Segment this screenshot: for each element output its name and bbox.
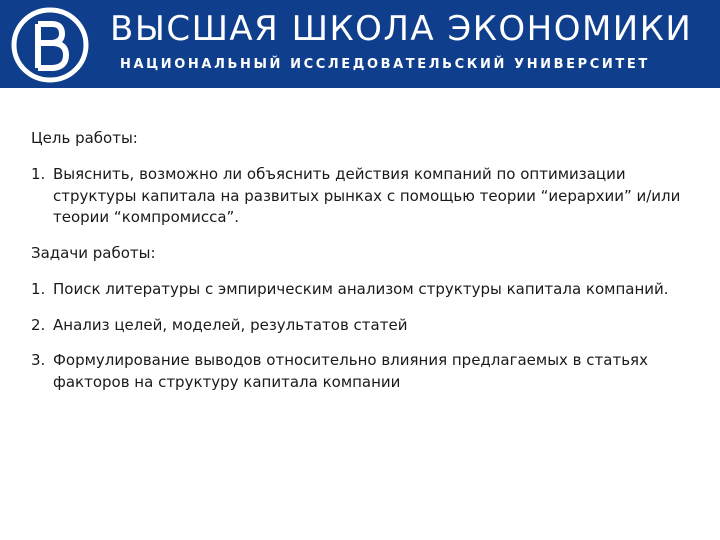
list-item-number: 1.	[31, 279, 46, 298]
university-title: ВЫСШАЯ ШКОЛА ЭКОНОМИКИ	[110, 9, 693, 49]
list-item	[31, 164, 701, 229]
list-item-text: Поиск литературы с эмпирическим анализом структуры капитала компаний.	[53, 279, 669, 298]
list-item	[31, 279, 701, 301]
tasks-list	[31, 279, 701, 394]
header-banner	[0, 0, 720, 88]
university-subtitle: НАЦИОНАЛЬНЫЙ ИССЛЕДОВАТЕЛЬСКИЙ УНИВЕРСИТЕТ	[120, 57, 650, 72]
list-item-number: 2.	[31, 315, 46, 334]
list-item-text: Формулирование выводов относительно влияния предлагаемых в статьях факторов на структуру капитала компании	[53, 351, 648, 391]
list-item-text: Выяснить, возможно ли объяснить действия компаний по оптимизации структуры капитала на развитых рынках с помощью теории “иерархии” и/или теории “компромисса”.	[53, 164, 681, 227]
list-item	[31, 315, 701, 337]
tasks-heading: Задачи работы:	[31, 244, 156, 262]
goal-heading: Цель работы:	[31, 129, 138, 147]
slide-content	[31, 128, 701, 408]
goal-list	[31, 164, 701, 229]
list-item-number: 1.	[31, 164, 46, 183]
hse-logo-icon	[10, 6, 90, 84]
list-item-text: Анализ целей, моделей, результатов статей	[53, 315, 408, 334]
list-item	[31, 350, 701, 394]
list-item-number: 3.	[31, 351, 46, 370]
